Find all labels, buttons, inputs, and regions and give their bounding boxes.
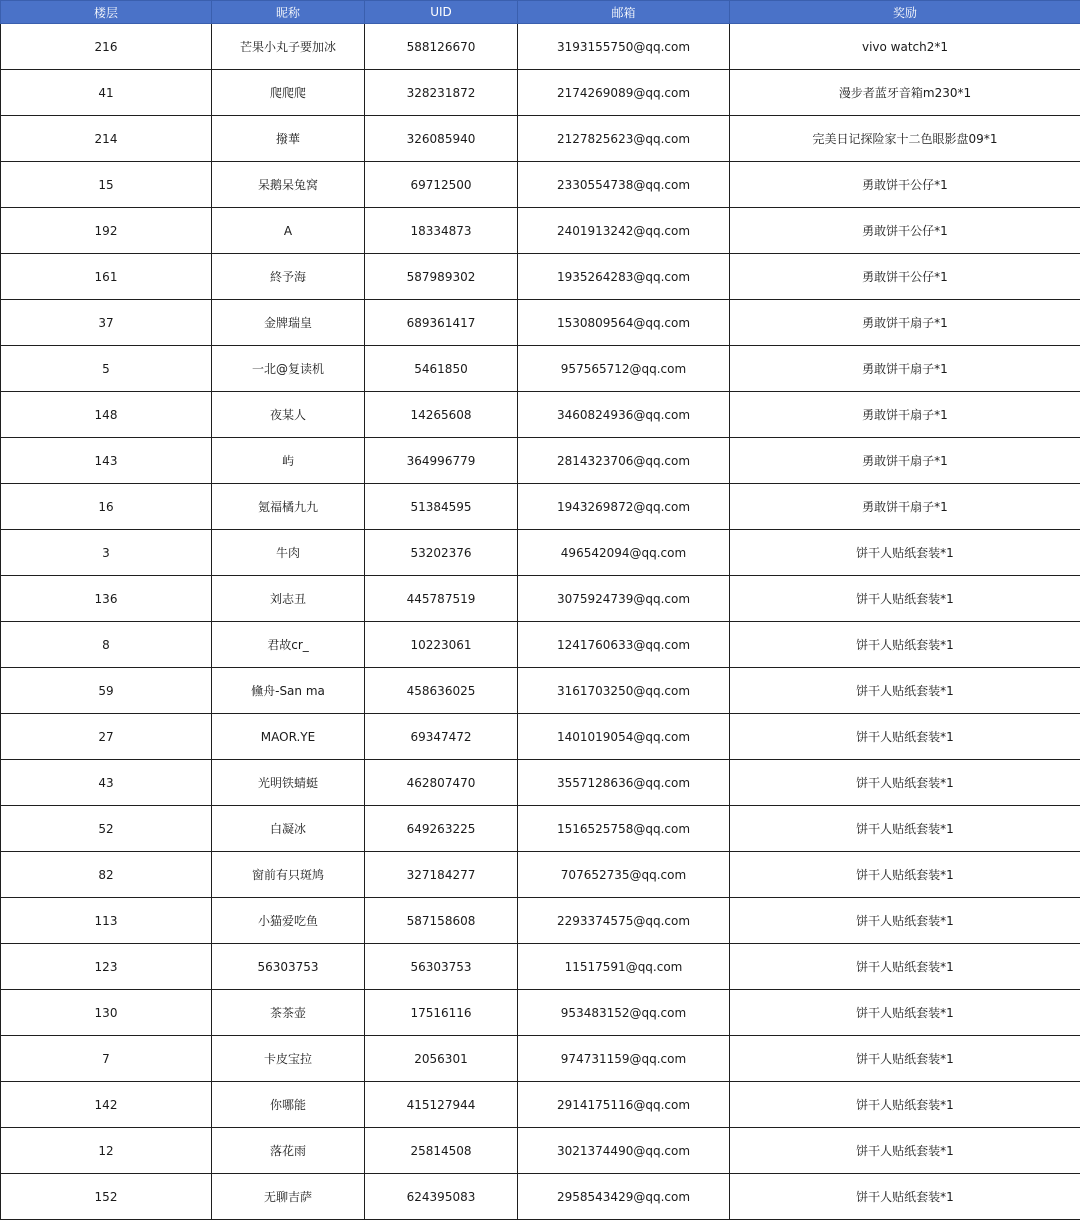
cell-floor: 3 xyxy=(1,530,212,576)
table-row xyxy=(1,1174,1080,1220)
table-row xyxy=(1,438,1080,484)
cell-nickname: 呆鹅呆兔窝 xyxy=(212,162,365,208)
cell-nickname: 白凝冰 xyxy=(212,806,365,852)
table-row xyxy=(1,116,1080,162)
cell-floor: 143 xyxy=(1,438,212,484)
cell-email: 3193155750@qq.com xyxy=(518,24,730,70)
cell-reward: 饼干人贴纸套装*1 xyxy=(730,990,1080,1036)
table-row xyxy=(1,760,1080,806)
cell-nickname: 金牌瑞皇 xyxy=(212,300,365,346)
cell-reward: 饼干人贴纸套装*1 xyxy=(730,1082,1080,1128)
cell-nickname: 56303753 xyxy=(212,944,365,990)
header-uid: UID xyxy=(365,1,518,24)
cell-uid: 17516116 xyxy=(365,990,518,1036)
table-row xyxy=(1,300,1080,346)
cell-reward: 饼干人贴纸套装*1 xyxy=(730,806,1080,852)
cell-nickname: 夜某人 xyxy=(212,392,365,438)
table-row xyxy=(1,944,1080,990)
cell-email: 2814323706@qq.com xyxy=(518,438,730,484)
cell-nickname: 一北@复读机 xyxy=(212,346,365,392)
cell-floor: 5 xyxy=(1,346,212,392)
cell-uid: 2056301 xyxy=(365,1036,518,1082)
cell-email: 974731159@qq.com xyxy=(518,1036,730,1082)
cell-uid: 588126670 xyxy=(365,24,518,70)
cell-reward: 勇敢饼干扇子*1 xyxy=(730,484,1080,530)
table-row xyxy=(1,24,1080,70)
cell-uid: 624395083 xyxy=(365,1174,518,1220)
cell-floor: 37 xyxy=(1,300,212,346)
cell-email: 3075924739@qq.com xyxy=(518,576,730,622)
cell-email: 2127825623@qq.com xyxy=(518,116,730,162)
cell-floor: 136 xyxy=(1,576,212,622)
cell-floor: 130 xyxy=(1,990,212,1036)
cell-email: 953483152@qq.com xyxy=(518,990,730,1036)
table-row xyxy=(1,70,1080,116)
cell-nickname: 芒果小丸子要加冰 xyxy=(212,24,365,70)
cell-reward: 漫步者蓝牙音箱m230*1 xyxy=(730,70,1080,116)
cell-reward: 饼干人贴纸套装*1 xyxy=(730,1036,1080,1082)
cell-reward: 饼干人贴纸套装*1 xyxy=(730,760,1080,806)
table-row xyxy=(1,852,1080,898)
cell-nickname: MAOR.YE xyxy=(212,714,365,760)
table-row xyxy=(1,806,1080,852)
cell-uid: 56303753 xyxy=(365,944,518,990)
table-row xyxy=(1,668,1080,714)
cell-nickname: 君故cr_ xyxy=(212,622,365,668)
cell-nickname: 牛肉 xyxy=(212,530,365,576)
table-row xyxy=(1,208,1080,254)
cell-email: 1241760633@qq.com xyxy=(518,622,730,668)
cell-floor: 8 xyxy=(1,622,212,668)
header-email: 邮箱 xyxy=(518,1,730,24)
cell-floor: 52 xyxy=(1,806,212,852)
cell-uid: 445787519 xyxy=(365,576,518,622)
cell-uid: 69712500 xyxy=(365,162,518,208)
cell-nickname: 刘志丑 xyxy=(212,576,365,622)
cell-nickname: 爬爬爬 xyxy=(212,70,365,116)
cell-uid: 18334873 xyxy=(365,208,518,254)
cell-floor: 43 xyxy=(1,760,212,806)
cell-email: 2330554738@qq.com xyxy=(518,162,730,208)
cell-nickname: 你哪能 xyxy=(212,1082,365,1128)
cell-floor: 216 xyxy=(1,24,212,70)
table-row xyxy=(1,990,1080,1036)
cell-nickname: 儵舟-San ma xyxy=(212,668,365,714)
cell-reward: 饼干人贴纸套装*1 xyxy=(730,530,1080,576)
cell-uid: 364996779 xyxy=(365,438,518,484)
cell-floor: 15 xyxy=(1,162,212,208)
header-row xyxy=(1,1,1080,24)
cell-reward: vivo watch2*1 xyxy=(730,24,1080,70)
cell-reward: 饼干人贴纸套装*1 xyxy=(730,852,1080,898)
cell-reward: 饼干人贴纸套装*1 xyxy=(730,714,1080,760)
cell-floor: 12 xyxy=(1,1128,212,1174)
cell-reward: 饼干人贴纸套装*1 xyxy=(730,576,1080,622)
cell-uid: 69347472 xyxy=(365,714,518,760)
cell-floor: 152 xyxy=(1,1174,212,1220)
cell-uid: 326085940 xyxy=(365,116,518,162)
cell-email: 1530809564@qq.com xyxy=(518,300,730,346)
cell-floor: 214 xyxy=(1,116,212,162)
cell-email: 2401913242@qq.com xyxy=(518,208,730,254)
cell-uid: 25814508 xyxy=(365,1128,518,1174)
header-nickname: 昵称 xyxy=(212,1,365,24)
cell-email: 2174269089@qq.com xyxy=(518,70,730,116)
cell-floor: 27 xyxy=(1,714,212,760)
table-row xyxy=(1,254,1080,300)
cell-email: 707652735@qq.com xyxy=(518,852,730,898)
table-row xyxy=(1,484,1080,530)
cell-uid: 5461850 xyxy=(365,346,518,392)
cell-reward: 饼干人贴纸套装*1 xyxy=(730,1174,1080,1220)
cell-uid: 587158608 xyxy=(365,898,518,944)
cell-uid: 10223061 xyxy=(365,622,518,668)
table-row xyxy=(1,576,1080,622)
cell-floor: 41 xyxy=(1,70,212,116)
cell-reward: 勇敢饼干公仔*1 xyxy=(730,162,1080,208)
table-row xyxy=(1,898,1080,944)
table-row xyxy=(1,1082,1080,1128)
cell-email: 3460824936@qq.com xyxy=(518,392,730,438)
cell-uid: 53202376 xyxy=(365,530,518,576)
cell-reward: 勇敢饼干扇子*1 xyxy=(730,300,1080,346)
cell-uid: 458636025 xyxy=(365,668,518,714)
cell-floor: 161 xyxy=(1,254,212,300)
cell-floor: 16 xyxy=(1,484,212,530)
cell-uid: 14265608 xyxy=(365,392,518,438)
table-row xyxy=(1,1036,1080,1082)
cell-reward: 勇敢饼干扇子*1 xyxy=(730,346,1080,392)
cell-uid: 327184277 xyxy=(365,852,518,898)
cell-reward: 勇敢饼干扇子*1 xyxy=(730,392,1080,438)
cell-nickname: A xyxy=(212,208,365,254)
cell-reward: 勇敢饼干公仔*1 xyxy=(730,254,1080,300)
cell-uid: 649263225 xyxy=(365,806,518,852)
cell-reward: 饼干人贴纸套装*1 xyxy=(730,668,1080,714)
cell-nickname: 茶茶壶 xyxy=(212,990,365,1036)
table-header xyxy=(1,1,1080,24)
cell-nickname: 終予海 xyxy=(212,254,365,300)
cell-email: 3021374490@qq.com xyxy=(518,1128,730,1174)
cell-email: 1401019054@qq.com xyxy=(518,714,730,760)
cell-floor: 113 xyxy=(1,898,212,944)
table-row xyxy=(1,714,1080,760)
cell-nickname: 窗前有只斑鸠 xyxy=(212,852,365,898)
cell-email: 957565712@qq.com xyxy=(518,346,730,392)
header-floor: 楼层 xyxy=(1,1,212,24)
table-row xyxy=(1,346,1080,392)
table-row xyxy=(1,622,1080,668)
cell-email: 3557128636@qq.com xyxy=(518,760,730,806)
cell-floor: 7 xyxy=(1,1036,212,1082)
cell-uid: 587989302 xyxy=(365,254,518,300)
cell-nickname: 氪福橘九九 xyxy=(212,484,365,530)
cell-reward: 饼干人贴纸套装*1 xyxy=(730,898,1080,944)
cell-reward: 完美日记探险家十二色眼影盘09*1 xyxy=(730,116,1080,162)
cell-floor: 192 xyxy=(1,208,212,254)
table-row xyxy=(1,1128,1080,1174)
header-reward: 奖励 xyxy=(730,1,1080,24)
cell-floor: 123 xyxy=(1,944,212,990)
cell-reward: 勇敢饼干扇子*1 xyxy=(730,438,1080,484)
cell-nickname: 撥華 xyxy=(212,116,365,162)
table-row xyxy=(1,162,1080,208)
cell-uid: 462807470 xyxy=(365,760,518,806)
cell-reward: 饼干人贴纸套装*1 xyxy=(730,1128,1080,1174)
cell-email: 496542094@qq.com xyxy=(518,530,730,576)
cell-email: 1516525758@qq.com xyxy=(518,806,730,852)
cell-nickname: 落花雨 xyxy=(212,1128,365,1174)
cell-email: 2293374575@qq.com xyxy=(518,898,730,944)
cell-nickname: 小猫爱吃鱼 xyxy=(212,898,365,944)
cell-nickname: 光明铁蜻蜓 xyxy=(212,760,365,806)
cell-reward: 勇敢饼干公仔*1 xyxy=(730,208,1080,254)
cell-uid: 51384595 xyxy=(365,484,518,530)
cell-uid: 328231872 xyxy=(365,70,518,116)
table-body xyxy=(1,24,1080,1220)
cell-floor: 148 xyxy=(1,392,212,438)
cell-email: 1943269872@qq.com xyxy=(518,484,730,530)
cell-reward: 饼干人贴纸套装*1 xyxy=(730,622,1080,668)
cell-nickname: 卡皮宝拉 xyxy=(212,1036,365,1082)
cell-floor: 142 xyxy=(1,1082,212,1128)
cell-email: 1935264283@qq.com xyxy=(518,254,730,300)
cell-uid: 689361417 xyxy=(365,300,518,346)
cell-floor: 82 xyxy=(1,852,212,898)
cell-email: 2958543429@qq.com xyxy=(518,1174,730,1220)
cell-nickname: 屿 xyxy=(212,438,365,484)
cell-nickname: 无聊吉萨 xyxy=(212,1174,365,1220)
cell-uid: 415127944 xyxy=(365,1082,518,1128)
cell-email: 2914175116@qq.com xyxy=(518,1082,730,1128)
table-row xyxy=(1,530,1080,576)
cell-email: 11517591@qq.com xyxy=(518,944,730,990)
cell-floor: 59 xyxy=(1,668,212,714)
table-row xyxy=(1,392,1080,438)
cell-reward: 饼干人贴纸套装*1 xyxy=(730,944,1080,990)
cell-email: 3161703250@qq.com xyxy=(518,668,730,714)
